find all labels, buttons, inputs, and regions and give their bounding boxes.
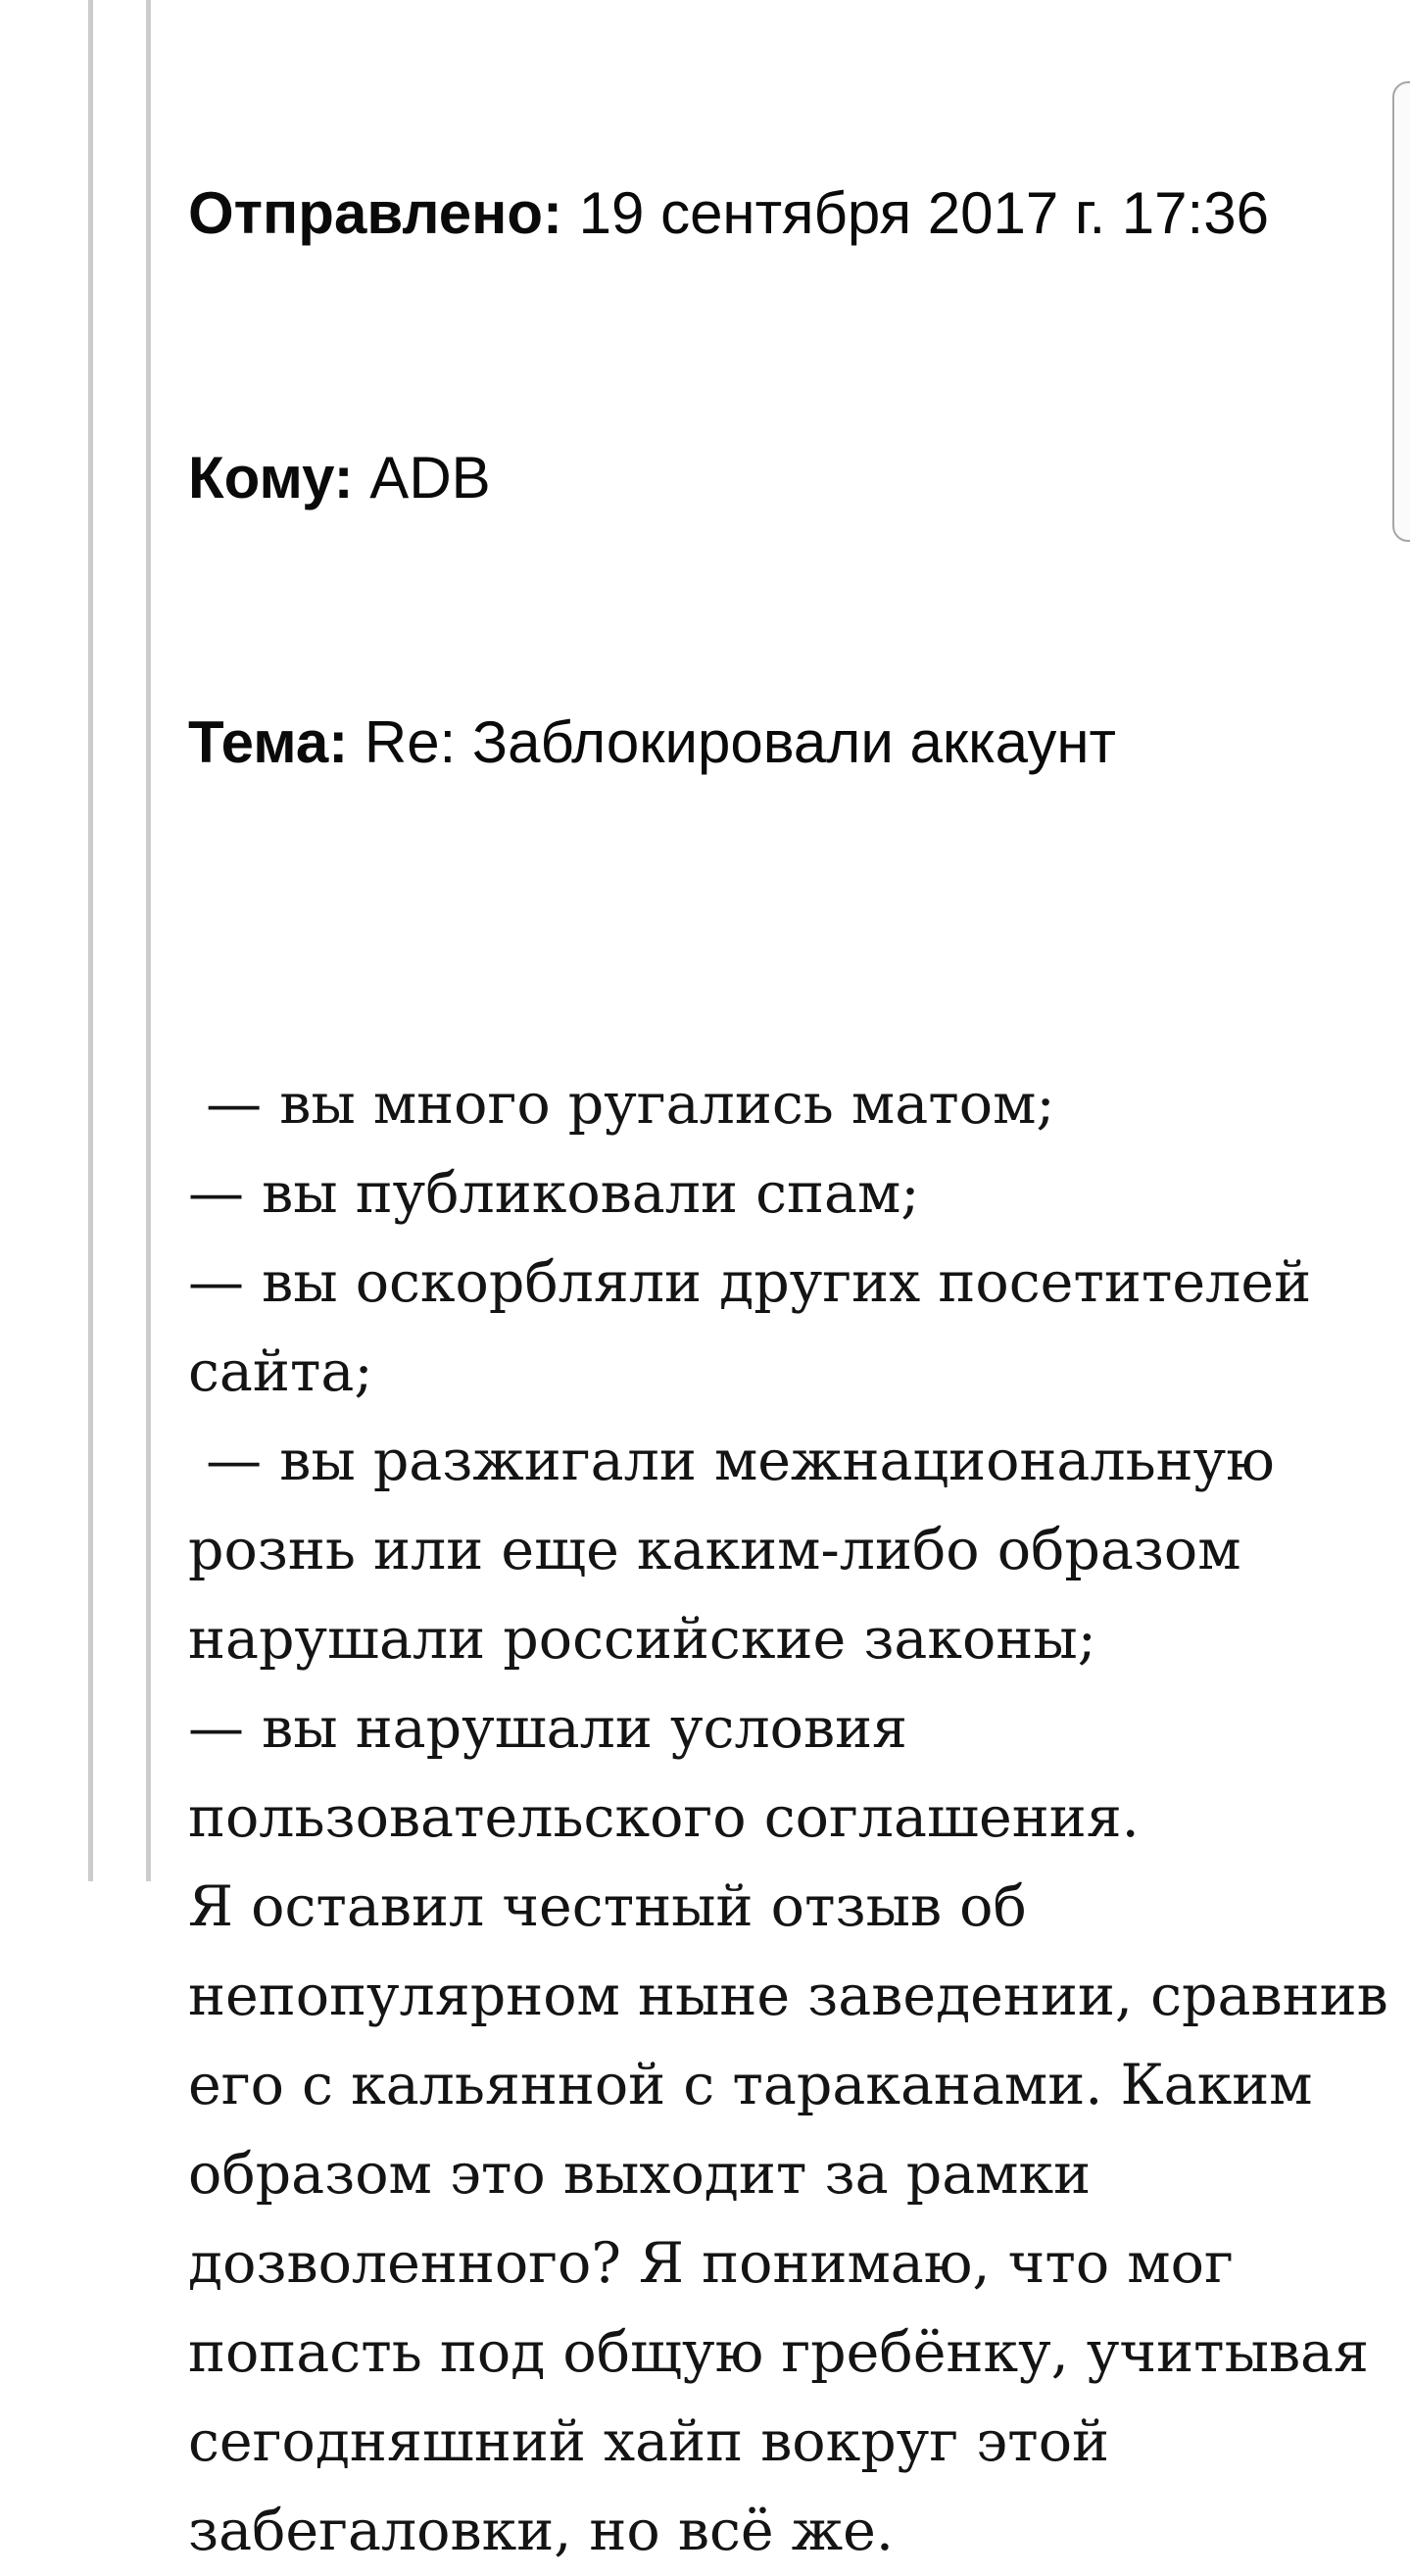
- email-header-subject-row: [188, 699, 1398, 787]
- email-body-line: сайта;: [188, 1339, 373, 1404]
- quote-level-1-bar: [88, 0, 93, 1881]
- email-body: [188, 1060, 1398, 2576]
- email-body-line: непопулярном ныне заведении, сравнив: [188, 1964, 1388, 2028]
- scrollbar-thumb[interactable]: [1392, 81, 1410, 542]
- subject-label: Тема:: [188, 709, 349, 775]
- to-value: ADB: [353, 445, 491, 510]
- email-header-sent-row: [188, 170, 1398, 258]
- email-header-block: [188, 0, 1398, 963]
- email-body-line: пользовательского соглашения.: [188, 1785, 1140, 1850]
- quote-level-2-bar: [146, 0, 151, 1881]
- email-header-to-row: [188, 434, 1398, 522]
- email-body-line: нарушали российские законы;: [188, 1607, 1096, 1672]
- email-body-line: сегодняшний хайп вокруг этой: [188, 2409, 1109, 2474]
- email-body-line: забегаловки, но всё же.: [188, 2499, 895, 2563]
- to-label: Кому:: [188, 445, 354, 510]
- email-body-line: — вы публиковали спам;: [188, 1161, 920, 1226]
- email-body-line: Я оставил честный отзыв об: [188, 1874, 1027, 1939]
- email-body-line: его с кальянной с тараканами. Каким: [188, 2053, 1313, 2117]
- email-body-line: образом это выходит за рамки: [188, 2142, 1092, 2207]
- email-body-line: — вы много ругались матом;: [188, 1072, 1055, 1137]
- email-body-line: — вы нарушали условия: [188, 1696, 908, 1761]
- email-body-line: попасть под общую гребёнку, учитывая: [188, 2320, 1369, 2385]
- sent-label: Отправлено:: [188, 180, 562, 246]
- sent-value: 19 сентября 2017 г. 17:36: [561, 180, 1269, 246]
- email-body-line: — вы оскорбляли других посетителей: [188, 1250, 1312, 1315]
- quoted-email-content: [188, 0, 1398, 2576]
- email-body-line: дозволенного? Я понимаю, что мог: [188, 2231, 1234, 2296]
- email-body-line: — вы разжигали межнациональную: [188, 1429, 1275, 1493]
- email-body-line: рознь или еще каким-либо образом: [188, 1518, 1241, 1582]
- subject-value: Re: Заблокировали аккаунт: [348, 709, 1116, 775]
